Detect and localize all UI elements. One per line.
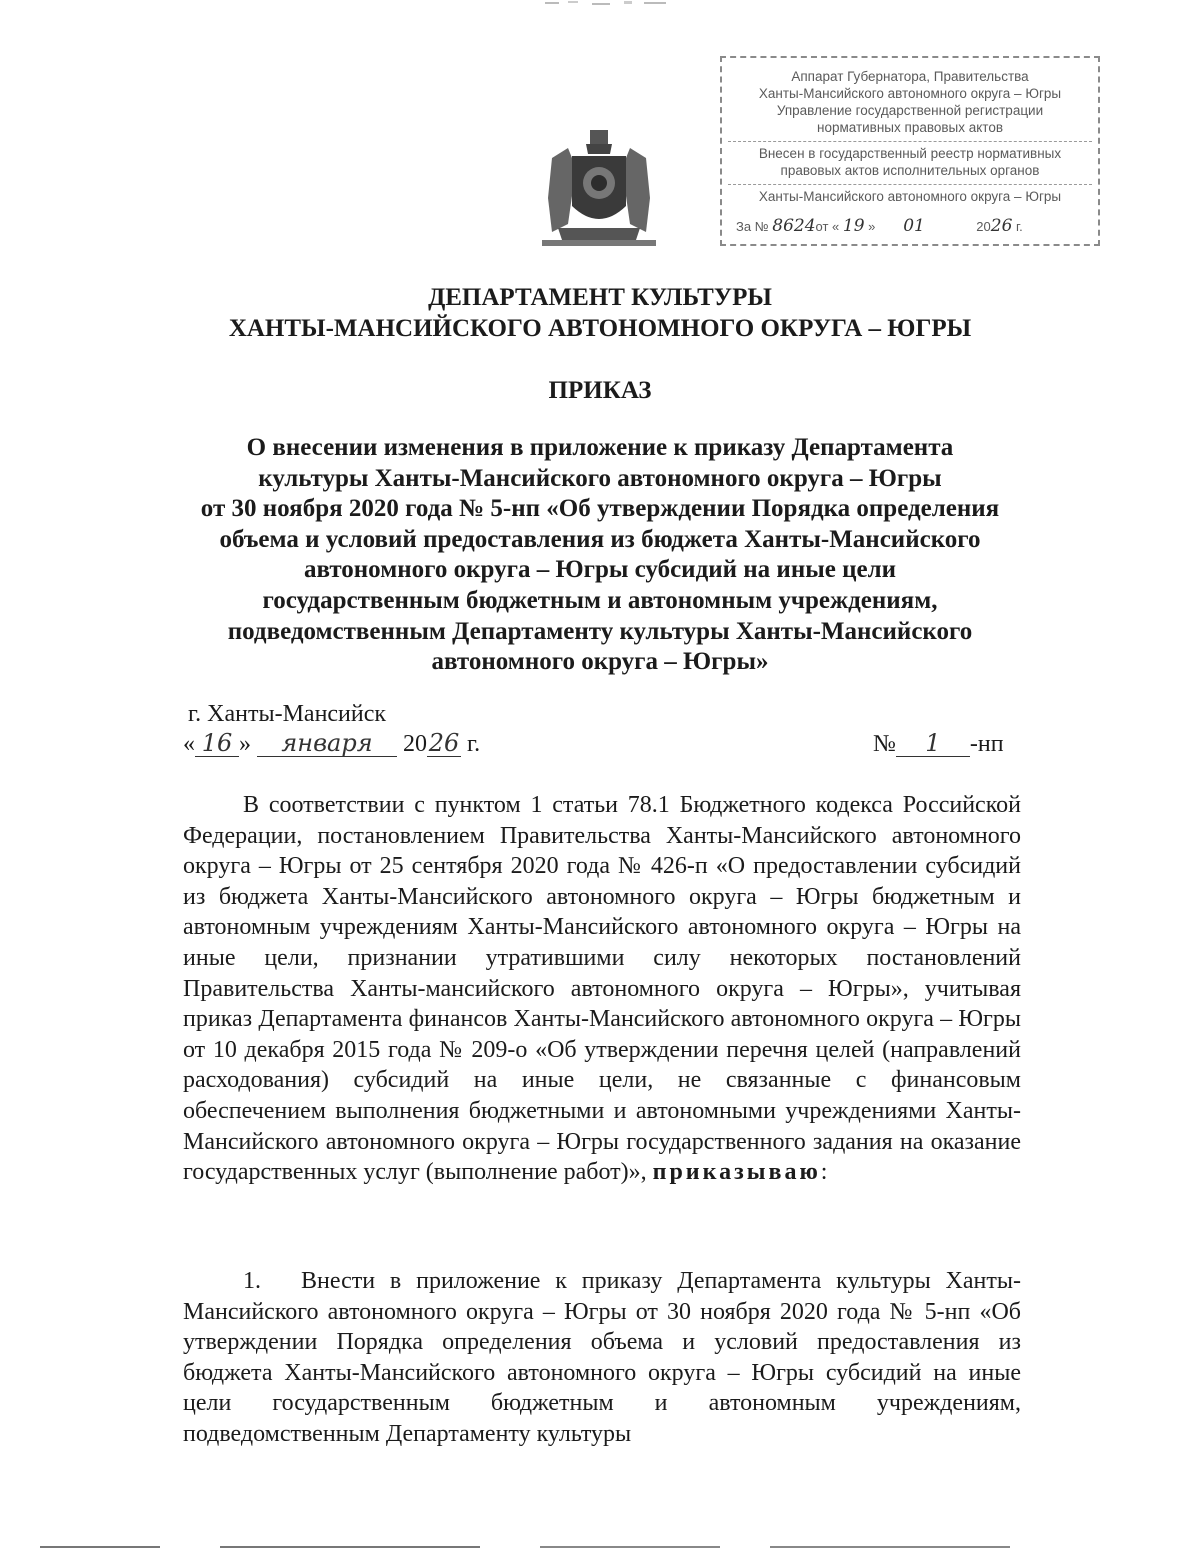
coat-of-arms-emblem: [538, 128, 660, 250]
stamp-quote-close: »: [868, 219, 876, 234]
place-of-issue: г. Ханты-Мансийск: [188, 701, 387, 727]
preamble-text: В соответствии с пунктом 1 статьи 78.1 Бюджетного кодекса Российской Федерации, постановлением Правительства Ханты-Мансийского автономного округа – Югры от 25 сентября 2020 года № 426-п «О предоставлении субсидий из бюджета Ханты-Мансийского автономного округа – Югры бюджетным и автономным учреждениям Ханты-Мансийского автономного округа – Югры на иные цели, признании утратившими силу некоторых постановлений Правительства Ханты-мансийского автономного округа – Югры», учитывая приказ Департамента финансов Ханты-Мансийского автономного округа – Югры от 10 декабря 2015 года № 209-о «Об утверждении перечня целей (направлений расходования) субсидий на иные цели, не связанные с финансовым обеспечением выполнения бюджетными и автономными учреждениями Ханты-Мансийского автономного округа – Югры государственного задания на оказание государственных услуг (выполнение работ)»,: [183, 792, 1021, 1186]
scan-footer-lines: [40, 1544, 1020, 1550]
stamp-year-prefix: 20: [976, 219, 991, 234]
order-date: [183, 730, 480, 758]
stamp-line-6: правовых актов исполнительных органов: [780, 163, 1040, 178]
date-year-prefix: 20: [403, 731, 427, 757]
stamp-reg-prefix: За №: [736, 219, 769, 234]
date-day: 16: [195, 730, 239, 757]
date-year-unit: г.: [467, 731, 481, 757]
stamp-reg-month: 01: [903, 216, 925, 236]
order-colon: :: [820, 1159, 828, 1186]
stamp-line-2: Ханты-Мансийского автономного округа – Югры: [758, 86, 1062, 101]
scan-specks: [540, 0, 690, 8]
number-label: №: [873, 731, 896, 757]
registration-stamp: [720, 56, 1100, 246]
stamp-line-4: нормативных правовых актов: [816, 120, 1004, 135]
date-month: января: [257, 730, 397, 757]
order-number: [873, 730, 1004, 758]
subject-line: государственным бюджетным и автономным учреждениям,: [262, 586, 938, 614]
item-1-text: Внести в приложение к приказу Департамента культуры Ханты-Мансийского автономного округа – Югры от 30 ноября 2020 года № 5-нп «Об утверждении Порядка определения объема и условий предоставления из бюджета Ханты-Мансийского автономного округа – Югры субсидий на иные цели государственным бюджетным и автономным учреждениям, подведомственным Департаменту культуры: [183, 1268, 1021, 1447]
order-word: приказываю: [652, 1159, 821, 1186]
subject-line: от 30 ноября 2020 года № 5-нп «Об утверждении Порядка определения: [200, 495, 1000, 523]
date-open-quote: «: [183, 731, 195, 757]
date-close-quote: »: [239, 731, 251, 757]
stamp-line-1: Аппарат Губернатора, Правительства: [791, 69, 1029, 84]
stamp-divider: [728, 184, 1092, 185]
item-1-paragraph: [183, 1266, 1021, 1450]
number-suffix: -нп: [969, 731, 1004, 757]
stamp-reg-number: 8624: [772, 216, 816, 236]
stamp-reg-day: 19: [842, 216, 865, 236]
department-name-line-1: ДЕПАРТАМЕНТ КУЛЬТУРЫ: [428, 284, 772, 311]
stamp-divider: [728, 141, 1092, 142]
preamble-paragraph: [183, 790, 1021, 1188]
department-name-line-2: ХАНТЫ-МАНСИЙСКОГО АВТОНОМНОГО ОКРУГА – ЮГРЫ: [228, 315, 972, 342]
number-value: 1: [896, 730, 970, 757]
subject-line: объема и условий предоставления из бюджета Ханты-Мансийского: [219, 525, 981, 553]
stamp-reg-year: 26: [990, 216, 1013, 236]
subject-line: подведомственным Департаменту культуры Ханты-Мансийского: [227, 617, 973, 645]
subject-line: культуры Ханты-Мансийского автономного округа – Югры: [258, 464, 942, 492]
stamp-line-5: Внесен в государственный реестр нормативных: [758, 146, 1062, 161]
item-1-number: 1.: [243, 1268, 261, 1294]
stamp-from-label: от «: [815, 219, 840, 234]
stamp-registration-row: [736, 218, 1023, 235]
stamp-line-3: Управление государственной регистрации: [776, 103, 1044, 118]
date-year-suffix: 26: [428, 729, 460, 757]
order-subject: [100, 433, 1100, 678]
stamp-line-7: Ханты-Мансийского автономного округа – Югры: [758, 189, 1062, 204]
subject-line: автономного округа – Югры»: [431, 648, 769, 676]
document-type-title: ПРИКАЗ: [548, 377, 652, 404]
stamp-year-suffix: г.: [1016, 219, 1023, 234]
department-heading: [100, 282, 1100, 344]
subject-line: О внесении изменения в приложение к приказу Департамента: [246, 434, 954, 461]
subject-line: автономного округа – Югры субсидий на иные цели: [303, 556, 897, 584]
